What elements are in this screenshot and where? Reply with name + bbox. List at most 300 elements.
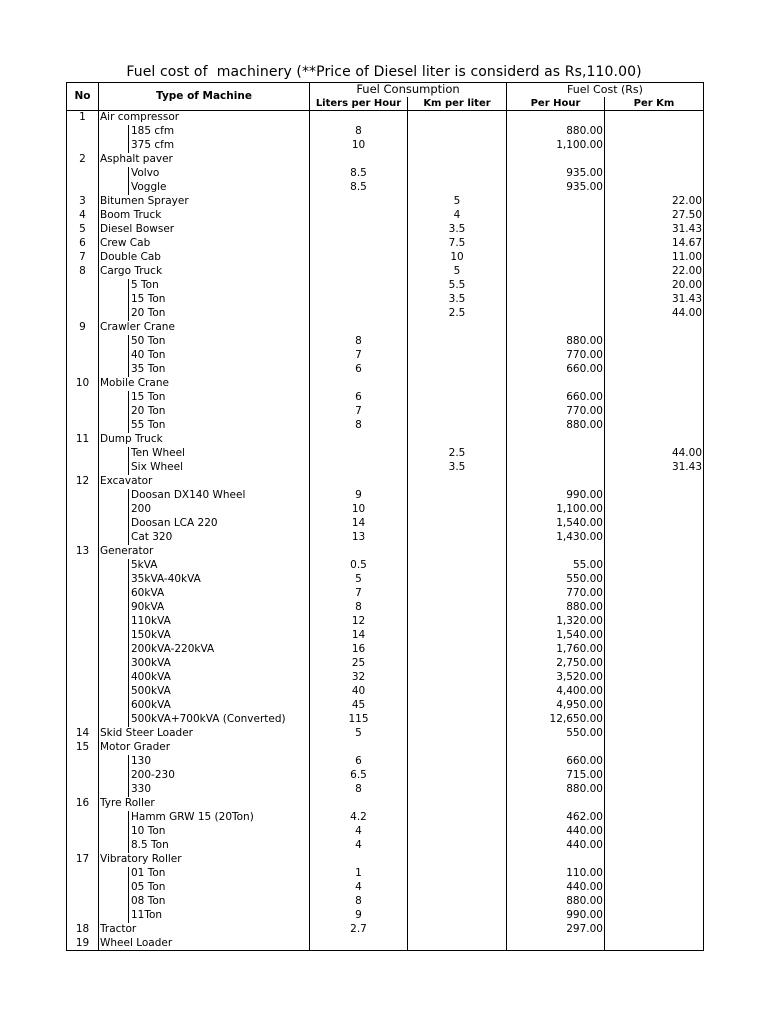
cell-km-per-liter [408,363,507,377]
table-row [67,181,704,195]
cell-no: 8 [67,265,99,279]
cell-cost-per-hour [507,265,605,279]
cell-cost-per-hour [507,223,605,237]
table-row [67,237,704,251]
table-row [67,923,704,937]
cell-cost-per-km [605,419,704,433]
cell-no [67,391,99,405]
cell-no [67,783,99,797]
cell-km-per-liter [408,657,507,671]
cell-cost-per-km [605,489,704,503]
cell-cost-per-hour [507,321,605,335]
cell-km-per-liter [408,741,507,755]
cell-km-per-liter: 2.5 [408,447,507,461]
table-row [67,475,704,489]
header-fuel-consumption: Fuel Consumption [310,83,507,97]
cell-cost-per-km: 44.00 [605,307,704,321]
cell-km-per-liter [408,489,507,503]
cell-indent [99,559,129,573]
cell-no [67,125,99,139]
cell-cost-per-km [605,321,704,335]
cell-cost-per-km [605,937,704,951]
cell-cost-per-hour [507,279,605,293]
table-row [67,139,704,153]
cell-indent [99,783,129,797]
cell-km-per-liter: 4 [408,209,507,223]
cell-cost-per-hour [507,475,605,489]
cell-machine-model: 01 Ton [129,867,310,881]
cell-machine-category: Boom Truck [99,209,310,223]
cell-indent [99,419,129,433]
cell-cost-per-hour: 660.00 [507,391,605,405]
table-row [67,755,704,769]
cell-cost-per-km [605,531,704,545]
cell-cost-per-km [605,433,704,447]
cell-no [67,671,99,685]
table-row [67,671,704,685]
cell-liters-per-hour: 8 [310,125,408,139]
cell-machine-category: Generator [99,545,310,559]
cell-machine-category: Wheel Loader [99,937,310,951]
cell-cost-per-km [605,475,704,489]
cell-no: 6 [67,237,99,251]
cell-indent [99,349,129,363]
cell-no [67,573,99,587]
cell-km-per-liter [408,797,507,811]
cell-cost-per-km [605,363,704,377]
table-row [67,545,704,559]
cell-cost-per-km [605,405,704,419]
table-row [67,713,704,727]
cell-km-per-liter [408,125,507,139]
cell-liters-per-hour: 40 [310,685,408,699]
cell-cost-per-km [605,139,704,153]
cell-cost-per-hour [507,797,605,811]
cell-no [67,517,99,531]
table-row [67,559,704,573]
cell-km-per-liter [408,755,507,769]
page-title: Fuel cost of machinery (**Price of Diesel liter is considerd as Rs,110.00) [126,64,642,80]
cell-km-per-liter [408,643,507,657]
cell-machine-model: 35kVA-40kVA [129,573,310,587]
table-row [67,741,704,755]
table-row [67,867,704,881]
cell-cost-per-hour [507,307,605,321]
cell-no: 12 [67,475,99,489]
cell-cost-per-km [605,125,704,139]
cell-km-per-liter [408,937,507,951]
cell-machine-model: 330 [129,783,310,797]
cell-machine-model: 500kVA+700kVA (Converted) [129,713,310,727]
cell-km-per-liter: 3.5 [408,461,507,475]
cell-cost-per-hour [507,153,605,167]
cell-cost-per-hour: 1,540.00 [507,517,605,531]
cell-liters-per-hour [310,307,408,321]
cell-machine-model: Voggle [129,181,310,195]
cell-cost-per-km: 31.43 [605,293,704,307]
cell-cost-per-hour: 440.00 [507,825,605,839]
cell-cost-per-hour: 550.00 [507,573,605,587]
table-row [67,881,704,895]
header-km-per-liter: Km per liter [408,97,507,111]
cell-km-per-liter [408,545,507,559]
cell-km-per-liter [408,825,507,839]
cell-indent [99,629,129,643]
cell-machine-model: 50 Ton [129,335,310,349]
cell-km-per-liter [408,769,507,783]
cell-cost-per-hour [507,209,605,223]
cell-no: 9 [67,321,99,335]
cell-liters-per-hour [310,209,408,223]
cell-no [67,335,99,349]
cell-cost-per-hour: 880.00 [507,125,605,139]
cell-cost-per-km [605,923,704,937]
cell-machine-model: 55 Ton [129,419,310,433]
cell-liters-per-hour: 8.5 [310,181,408,195]
cell-indent [99,293,129,307]
cell-machine-category: Crawler Crane [99,321,310,335]
cell-machine-model: 60kVA [129,587,310,601]
cell-indent [99,685,129,699]
cell-cost-per-hour: 770.00 [507,349,605,363]
cell-liters-per-hour: 8.5 [310,167,408,181]
cell-cost-per-km [605,839,704,853]
header-per-hour: Per Hour [507,97,605,111]
table-row [67,447,704,461]
cell-km-per-liter: 5 [408,265,507,279]
table-row [67,419,704,433]
cell-km-per-liter: 2.5 [408,307,507,321]
cell-no [67,307,99,321]
cell-liters-per-hour [310,223,408,237]
cell-cost-per-hour: 1,100.00 [507,139,605,153]
cell-no: 7 [67,251,99,265]
cell-indent [99,713,129,727]
cell-no [67,139,99,153]
cell-machine-category: Tractor [99,923,310,937]
table-row [67,615,704,629]
cell-cost-per-hour: 935.00 [507,167,605,181]
cell-cost-per-km [605,629,704,643]
cell-machine-model: Six Wheel [129,461,310,475]
cell-no: 17 [67,853,99,867]
cell-no [67,867,99,881]
cell-liters-per-hour [310,195,408,209]
cell-indent [99,657,129,671]
cell-liters-per-hour: 25 [310,657,408,671]
cell-cost-per-km [605,909,704,923]
cell-machine-category: Diesel Bowser [99,223,310,237]
cell-no: 1 [67,111,99,125]
cell-km-per-liter [408,405,507,419]
table-row [67,783,704,797]
cell-liters-per-hour: 8 [310,419,408,433]
cell-km-per-liter [408,321,507,335]
table-row [67,223,704,237]
cell-cost-per-km [605,517,704,531]
cell-cost-per-km [605,377,704,391]
cell-km-per-liter: 10 [408,251,507,265]
cell-cost-per-hour [507,293,605,307]
table-row [67,839,704,853]
cell-liters-per-hour [310,377,408,391]
cell-liters-per-hour: 1 [310,867,408,881]
cell-liters-per-hour: 6.5 [310,769,408,783]
cell-cost-per-hour: 660.00 [507,363,605,377]
cell-km-per-liter [408,181,507,195]
header-per-km: Per Km [605,97,704,111]
table-row [67,909,704,923]
cell-no [67,895,99,909]
cell-machine-model: Doosan DX140 Wheel [129,489,310,503]
cell-no [67,769,99,783]
cell-km-per-liter [408,111,507,125]
cell-km-per-liter [408,475,507,489]
cell-km-per-liter [408,699,507,713]
cell-cost-per-km [605,769,704,783]
cell-machine-category: Motor Grader [99,741,310,755]
cell-no: 18 [67,923,99,937]
cell-indent [99,769,129,783]
cell-liters-per-hour [310,237,408,251]
cell-machine-model: 10 Ton [129,825,310,839]
cell-no: 16 [67,797,99,811]
cell-machine-category: Dump Truck [99,433,310,447]
cell-liters-per-hour: 9 [310,909,408,923]
cell-km-per-liter: 5 [408,195,507,209]
table-row [67,699,704,713]
cell-machine-model: 40 Ton [129,349,310,363]
cell-indent [99,181,129,195]
cell-cost-per-km [605,713,704,727]
cell-no [67,811,99,825]
cell-cost-per-km [605,783,704,797]
cell-indent [99,825,129,839]
cell-machine-model: 05 Ton [129,881,310,895]
cell-machine-model: 185 cfm [129,125,310,139]
cell-cost-per-hour: 880.00 [507,895,605,909]
table-row [67,391,704,405]
table-row [67,265,704,279]
cell-indent [99,601,129,615]
cell-liters-per-hour [310,111,408,125]
cell-cost-per-hour: 990.00 [507,909,605,923]
cell-km-per-liter [408,713,507,727]
cell-km-per-liter [408,167,507,181]
cell-cost-per-km [605,349,704,363]
table-row [67,293,704,307]
table-row [67,349,704,363]
cell-no [67,657,99,671]
cell-cost-per-hour [507,111,605,125]
cell-cost-per-hour: 1,760.00 [507,643,605,657]
cell-cost-per-hour: 12,650.00 [507,713,605,727]
cell-no [67,629,99,643]
cell-no: 4 [67,209,99,223]
cell-cost-per-km [605,601,704,615]
cell-km-per-liter [408,839,507,853]
cell-machine-model: 20 Ton [129,307,310,321]
cell-liters-per-hour: 8 [310,335,408,349]
cell-machine-category: Skid Steer Loader [99,727,310,741]
cell-no [67,489,99,503]
cell-cost-per-hour: 1,430.00 [507,531,605,545]
cell-indent [99,447,129,461]
cell-machine-model: 130 [129,755,310,769]
cell-cost-per-km [605,167,704,181]
header-fuel-cost: Fuel Cost (Rs) [507,83,704,97]
cell-no: 3 [67,195,99,209]
cell-cost-per-km [605,895,704,909]
cell-cost-per-hour [507,377,605,391]
cell-cost-per-km [605,797,704,811]
cell-no [67,419,99,433]
cell-no [67,839,99,853]
table-row [67,531,704,545]
cell-km-per-liter [408,601,507,615]
cell-cost-per-km [605,153,704,167]
table-row [67,601,704,615]
cell-machine-category: Excavator [99,475,310,489]
cell-cost-per-hour [507,251,605,265]
cell-liters-per-hour: 6 [310,755,408,769]
cell-machine-model: 200 [129,503,310,517]
cell-no: 13 [67,545,99,559]
cell-km-per-liter [408,671,507,685]
cell-no [67,601,99,615]
cell-cost-per-km [605,825,704,839]
cell-liters-per-hour: 32 [310,671,408,685]
cell-km-per-liter [408,909,507,923]
cell-liters-per-hour [310,265,408,279]
cell-indent [99,363,129,377]
cell-liters-per-hour: 16 [310,643,408,657]
table-row [67,573,704,587]
cell-machine-category: Cargo Truck [99,265,310,279]
cell-cost-per-hour: 880.00 [507,783,605,797]
table-row [67,335,704,349]
cell-km-per-liter [408,727,507,741]
cell-km-per-liter [408,559,507,573]
cell-indent [99,335,129,349]
table-row [67,769,704,783]
cell-indent [99,461,129,475]
cell-machine-model: 5 Ton [129,279,310,293]
cell-cost-per-hour: 935.00 [507,181,605,195]
cell-liters-per-hour: 7 [310,349,408,363]
table-row [67,279,704,293]
cell-km-per-liter: 7.5 [408,237,507,251]
cell-cost-per-km [605,559,704,573]
cell-km-per-liter [408,573,507,587]
cell-indent [99,867,129,881]
header-row-1 [67,83,704,97]
cell-cost-per-km [605,811,704,825]
cell-liters-per-hour: 13 [310,531,408,545]
cell-no [67,447,99,461]
cell-liters-per-hour: 6 [310,363,408,377]
cell-cost-per-hour: 715.00 [507,769,605,783]
cell-cost-per-hour: 440.00 [507,881,605,895]
header-liters-per-hour: Liters per Hour [310,97,408,111]
cell-cost-per-hour: 2,750.00 [507,657,605,671]
cell-liters-per-hour: 6 [310,391,408,405]
cell-km-per-liter [408,139,507,153]
cell-cost-per-hour: 880.00 [507,335,605,349]
cell-machine-model: 375 cfm [129,139,310,153]
cell-indent [99,489,129,503]
cell-cost-per-km [605,853,704,867]
cell-machine-model: Cat 320 [129,531,310,545]
cell-cost-per-hour: 55.00 [507,559,605,573]
cell-km-per-liter [408,503,507,517]
cell-liters-per-hour [310,293,408,307]
table-row [67,517,704,531]
cell-no [67,643,99,657]
cell-machine-model: 150kVA [129,629,310,643]
table-row [67,629,704,643]
cell-no [67,293,99,307]
cell-cost-per-hour: 660.00 [507,755,605,769]
cell-no [67,503,99,517]
cell-liters-per-hour: 8 [310,895,408,909]
cell-cost-per-hour: 990.00 [507,489,605,503]
table-row [67,895,704,909]
cell-cost-per-hour: 3,520.00 [507,671,605,685]
cell-cost-per-km [605,335,704,349]
cell-liters-per-hour: 2.7 [310,923,408,937]
cell-indent [99,909,129,923]
cell-cost-per-hour: 462.00 [507,811,605,825]
cell-liters-per-hour [310,475,408,489]
cell-cost-per-km [605,685,704,699]
cell-machine-model: 20 Ton [129,405,310,419]
cell-liters-per-hour: 9 [310,489,408,503]
table-row [67,825,704,839]
table-row [67,937,704,951]
cell-liters-per-hour [310,251,408,265]
cell-machine-model: 200-230 [129,769,310,783]
cell-machine-model: Ten Wheel [129,447,310,461]
table-row [67,685,704,699]
table-row [67,853,704,867]
cell-cost-per-km [605,573,704,587]
cell-liters-per-hour: 7 [310,405,408,419]
cell-cost-per-km: 44.00 [605,447,704,461]
cell-indent [99,167,129,181]
cell-km-per-liter [408,881,507,895]
cell-cost-per-km: 27.50 [605,209,704,223]
cell-cost-per-hour [507,853,605,867]
cell-km-per-liter: 3.5 [408,293,507,307]
cell-cost-per-hour: 880.00 [507,419,605,433]
cell-no: 10 [67,377,99,391]
cell-no: 11 [67,433,99,447]
cell-km-per-liter [408,685,507,699]
cell-cost-per-hour: 550.00 [507,727,605,741]
cell-indent [99,517,129,531]
cell-machine-category: Asphalt paver [99,153,310,167]
cell-cost-per-hour [507,461,605,475]
cell-km-per-liter [408,629,507,643]
cell-cost-per-hour: 880.00 [507,601,605,615]
cell-cost-per-km [605,391,704,405]
cell-km-per-liter: 5.5 [408,279,507,293]
cell-indent [99,125,129,139]
cell-machine-model: 15 Ton [129,293,310,307]
cell-liters-per-hour: 115 [310,713,408,727]
cell-indent [99,573,129,587]
